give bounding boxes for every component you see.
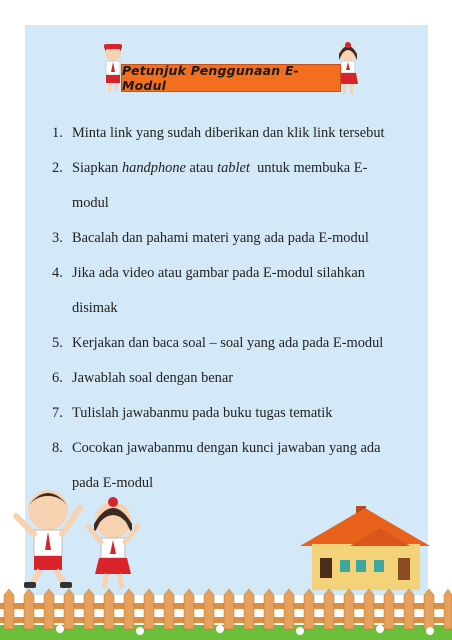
item-text — [72, 151, 422, 186]
item-text: Jawablah soal dengan benar — [72, 370, 234, 386]
text-italic: tablet — [217, 160, 250, 176]
garden-fence-illustration — [0, 585, 452, 640]
item-number: 1. — [52, 125, 63, 141]
item-text: Jika ada video atau gambar pada E-modul silahkan — [72, 265, 365, 281]
item-continuation: pada E-modul — [72, 475, 154, 491]
text-segment: atau — [185, 160, 218, 176]
item-number: 7. — [52, 405, 63, 421]
list-item — [52, 431, 422, 466]
students-cheering-illustration — [8, 486, 148, 596]
house-illustration — [300, 500, 430, 592]
list-item — [52, 361, 422, 396]
item-text: Tulislah jawabanmu pada buku tugas tematik — [72, 405, 333, 421]
list-item — [52, 116, 422, 151]
item-number: 8. — [52, 440, 63, 456]
list-item — [52, 256, 422, 291]
list-item — [52, 151, 422, 186]
list-item — [52, 326, 422, 361]
item-continuation: modul — [72, 195, 109, 211]
item-text: Minta link yang sudah diberikan dan klik link tersebut — [72, 125, 385, 141]
item-number: 5. — [52, 335, 63, 351]
item-number: 6. — [52, 370, 63, 386]
item-continuation: disimak — [72, 300, 118, 316]
list-item — [52, 396, 422, 431]
list-item — [52, 221, 422, 256]
page-title: Petunjuk Penggunaan E-Modul — [122, 63, 300, 93]
text-segment: Siapkan — [72, 160, 122, 176]
text-italic: handphone — [121, 160, 186, 176]
instruction-list — [52, 116, 422, 501]
item-number: 4. — [52, 265, 63, 281]
title-banner — [121, 64, 341, 92]
item-text: Bacalah dan pahami materi yang ada pada E-modul — [72, 230, 369, 246]
item-number: 2. — [52, 160, 63, 176]
item-number: 3. — [52, 230, 63, 246]
item-text: Kerjakan dan baca soal – soal yang ada pada E-modul — [72, 335, 384, 351]
item-text: Cocokan jawabanmu dengan kunci jawaban yang ada — [72, 440, 381, 456]
text-segment: untuk membuka E- — [249, 160, 368, 176]
